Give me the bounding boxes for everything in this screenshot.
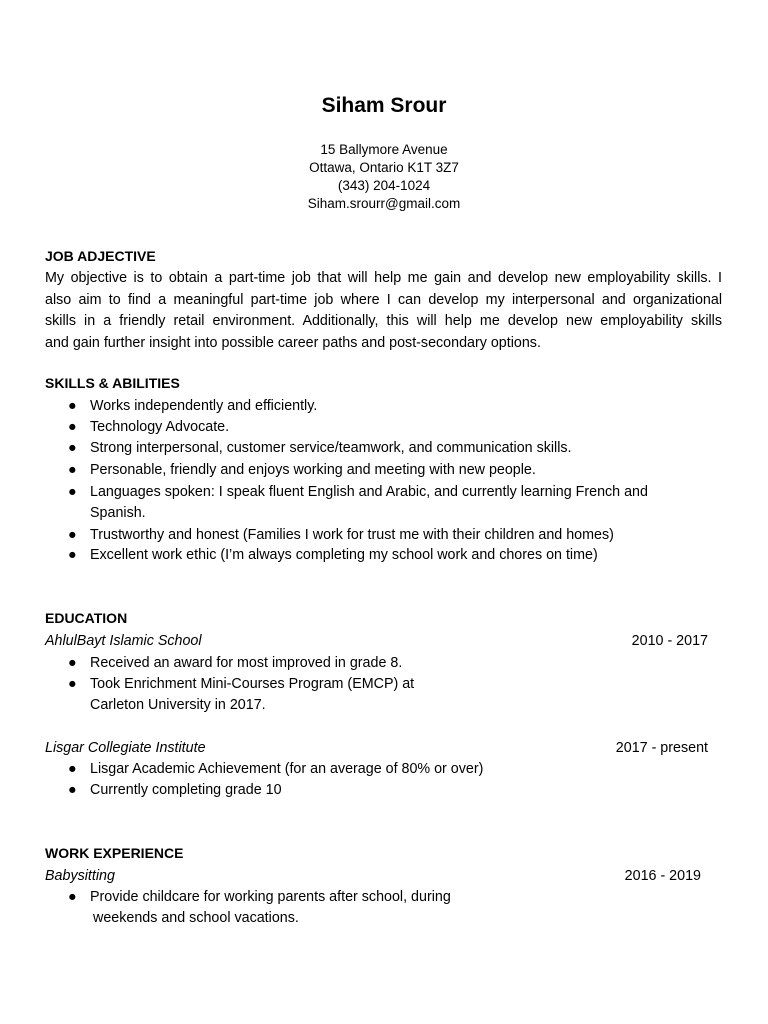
bullet-icon: ● [68,761,77,777]
email-address: Siham.srourr@gmail.com [307,196,461,211]
school-dates: 2017 - present [615,740,708,756]
address-line-1: 15 Ballymore Avenue [320,142,448,157]
job-item-continuation: weekends and school vacations. [93,910,299,926]
bullet-icon: ● [68,889,77,905]
skill-item: Languages spoken: I speak fluent English and Arabic, and currently learning French and [90,484,648,500]
objective-heading: JOB ADJECTIVE [45,248,156,264]
skill-item: Excellent work ethic (I’m always completing my school work and chores on time) [90,547,598,563]
address-line-2: Ottawa, Ontario K1T 3Z7 [309,160,459,175]
objective-line: My objective is to obtain a part-time job that will help me gain and develop new employability skills. I [45,270,722,286]
skill-item: Strong interpersonal, customer service/teamwork, and communication skills. [90,440,572,456]
bullet-icon: ● [68,462,77,478]
work-heading: WORK EXPERIENCE [45,845,184,861]
skills-heading: SKILLS & ABILITIES [45,375,180,391]
phone-number: (343) 204-1024 [337,178,431,193]
skill-item: Works independently and efficiently. [90,398,318,414]
education-heading: EDUCATION [45,610,128,626]
bullet-icon: ● [68,676,77,692]
job-title: Babysitting [45,868,115,884]
bullet-icon: ● [68,398,77,414]
bullet-icon: ● [68,782,77,798]
skill-item: Personable, friendly and enjoys working and meeting with new people. [90,462,536,478]
bullet-icon: ● [68,484,77,500]
bullet-icon: ● [68,547,77,563]
education-item: Took Enrichment Mini-Courses Program (EMCP) at [90,676,415,692]
school-dates: 2010 - 2017 [631,633,708,649]
job-item: Provide childcare for working parents after school, during [90,889,451,905]
objective-line: skills in a friendly retail environment. Additionally, this will help me develop new employability skills [45,313,722,329]
bullet-icon: ● [68,419,77,435]
education-item: Lisgar Academic Achievement (for an average of 80% or over) [90,761,484,777]
skill-item-continuation: Spanish. [90,505,146,521]
bullet-icon: ● [68,440,77,456]
skill-item: Technology Advocate. [90,419,230,435]
objective-paragraph [45,268,722,354]
objective-line: also aim to find a meaningful part-time job where I can develop my interpersonal and organizational [45,291,722,308]
school-name: Lisgar Collegiate Institute [45,740,206,756]
education-item: Currently completing grade 10 [90,782,282,798]
job-dates: 2016 - 2019 [624,868,701,884]
resume-name: Siham Srour [321,94,447,117]
bullet-icon: ● [68,527,77,543]
skill-item: Trustworthy and honest (Families I work for trust me with their children and homes) [90,527,614,543]
bullet-icon: ● [68,655,77,671]
education-item-continuation: Carleton University in 2017. [90,697,266,713]
school-name: AhlulBayt Islamic School [45,633,202,649]
education-item: Received an award for most improved in grade 8. [90,655,403,671]
objective-line: and gain further insight into possible career paths and post-secondary options. [45,334,541,351]
